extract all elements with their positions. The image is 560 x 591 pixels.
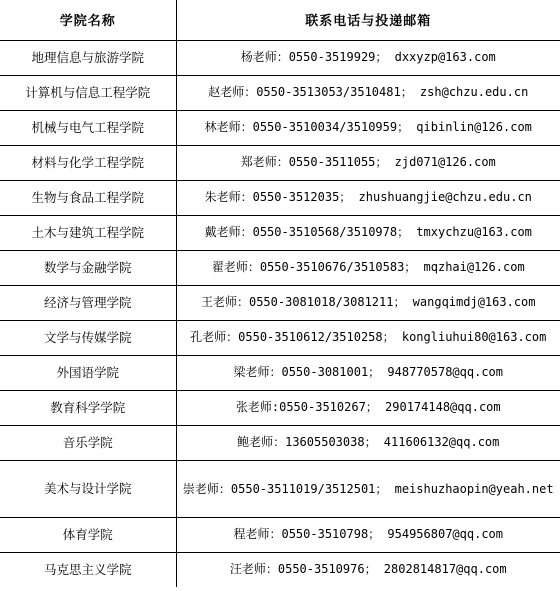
table-row (0, 75, 560, 110)
college-name-cell: 体育学院 (0, 517, 176, 552)
table-row (0, 215, 560, 250)
college-name-cell: 美术与设计学院 (0, 460, 176, 517)
college-name-cell: 文学与传媒学院 (0, 320, 176, 355)
header-contact: 联系电话与投递邮箱 (176, 0, 560, 40)
contact-cell: 程老师：0550-3510798； 954956807@qq.com (176, 517, 560, 552)
table-row (0, 460, 560, 517)
college-name-cell: 外国语学院 (0, 355, 176, 390)
contact-cell: 孔老师：0550-3510612/3510258； kongliuhui80@163.com (176, 320, 560, 355)
table-row (0, 320, 560, 355)
contact-cell: 梁老师：0550-3081001； 948770578@qq.com (176, 355, 560, 390)
table-row (0, 40, 560, 75)
college-name-cell: 地理信息与旅游学院 (0, 40, 176, 75)
header-college-name: 学院名称 (0, 0, 176, 40)
contact-cell: 崇老师：0550-3511019/3512501； meishuzhaopin@yeah.net (176, 460, 560, 517)
college-name-cell: 马克思主义学院 (0, 552, 176, 587)
college-name-cell: 音乐学院 (0, 425, 176, 460)
contact-cell: 张老师:0550-3510267； 290174148@qq.com (176, 390, 560, 425)
contact-cell: 戴老师：0550-3510568/3510978； tmxychzu@163.com (176, 215, 560, 250)
contact-cell: 王老师：0550-3081018/3081211； wangqimdj@163.com (176, 285, 560, 320)
table-row (0, 285, 560, 320)
table-header-row (0, 0, 560, 40)
contact-cell: 杨老师：0550-3519929； dxxyzp@163.com (176, 40, 560, 75)
college-name-cell: 数学与金融学院 (0, 250, 176, 285)
table-row (0, 250, 560, 285)
contact-cell: 鲍老师：13605503038； 411606132@qq.com (176, 425, 560, 460)
table-row (0, 110, 560, 145)
contact-cell: 林老师：0550-3510034/3510959； qibinlin@126.com (176, 110, 560, 145)
contact-cell: 郑老师：0550-3511055； zjd071@126.com (176, 145, 560, 180)
table-row (0, 355, 560, 390)
college-name-cell: 经济与管理学院 (0, 285, 176, 320)
contact-cell: 翟老师：0550-3510676/3510583； mqzhai@126.com (176, 250, 560, 285)
college-name-cell: 材料与化学工程学院 (0, 145, 176, 180)
college-name-cell: 生物与食品工程学院 (0, 180, 176, 215)
contact-cell: 汪老师：0550-3510976； 2802814817@qq.com (176, 552, 560, 587)
college-name-cell: 土木与建筑工程学院 (0, 215, 176, 250)
table-row (0, 390, 560, 425)
table-row (0, 180, 560, 215)
college-name-cell: 机械与电气工程学院 (0, 110, 176, 145)
table-row (0, 425, 560, 460)
table-row (0, 552, 560, 587)
table-row (0, 145, 560, 180)
college-name-cell: 计算机与信息工程学院 (0, 75, 176, 110)
contact-cell: 赵老师：0550-3513053/3510481； zsh@chzu.edu.cn (176, 75, 560, 110)
college-name-cell: 教育科学学院 (0, 390, 176, 425)
contact-cell: 朱老师：0550-3512035； zhushuangjie@chzu.edu.cn (176, 180, 560, 215)
table-row (0, 517, 560, 552)
